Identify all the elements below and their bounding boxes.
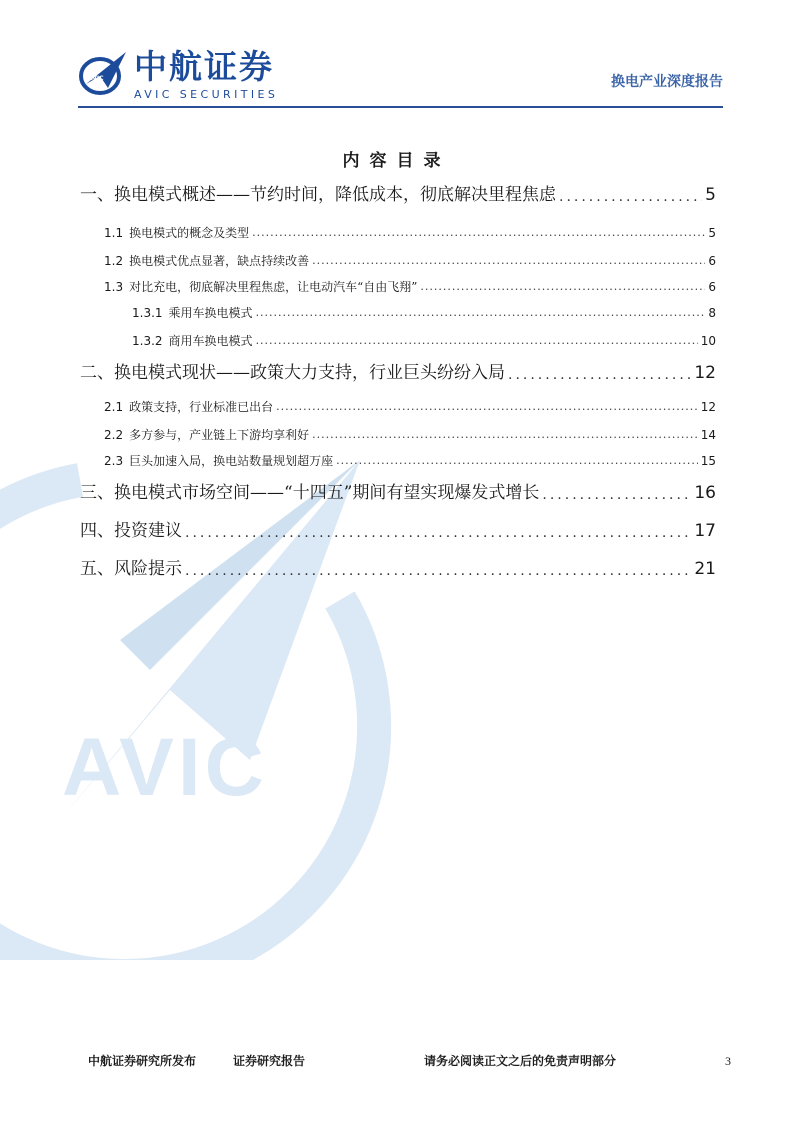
toc-entry-2-1[interactable] (104, 398, 716, 416)
toc-entry-page: 8 (708, 306, 716, 320)
toc-entry-page: 6 (708, 280, 716, 294)
toc-leader-dots (256, 332, 698, 350)
toc-entry-number: 1.2 (104, 254, 124, 268)
report-type-label: 换电产业深度报告 (611, 74, 723, 90)
logo-badge-text: AVIC (88, 75, 104, 82)
toc-entry-title: 巨头加速入局，换电站数量规划超万座 (129, 454, 334, 468)
toc-entry-3[interactable] (80, 480, 716, 506)
page-footer (88, 1052, 731, 1072)
toc-entry-number: 1.1 (104, 226, 124, 240)
toc-entry-page: 14 (700, 428, 716, 442)
toc-entry-page: 12 (700, 400, 716, 414)
toc-entry-1-3-2[interactable] (132, 332, 716, 350)
toc-leader-dots (542, 484, 691, 506)
avic-logo-icon (78, 50, 128, 96)
toc-entry-title: 对比充电，彻底解决里程焦虑，让电动汽车“自由飞翔” (129, 280, 418, 294)
toc-entry-title: 乘用车换电模式 (168, 306, 253, 320)
toc-entry-title: 商用车换电模式 (168, 334, 253, 348)
toc-entry-number: 1.3.1 (132, 306, 163, 320)
toc-entry-title: 政策支持，行业标准已出台 (129, 400, 274, 414)
toc-leader-dots (256, 304, 706, 322)
footer-publisher: 中航证券研究所发布 (88, 1054, 197, 1068)
toc-entry-1-2[interactable] (104, 252, 716, 270)
toc-entry-title: 一、换电模式概述——节约时间，降低成本，彻底解决里程焦虑 (80, 185, 556, 205)
toc-leader-dots (185, 522, 691, 544)
toc-leader-dots (252, 224, 705, 242)
toc-entry-page: 15 (700, 454, 716, 468)
toc-entry-page: 5 (705, 185, 716, 205)
page-number: 3 (725, 1054, 731, 1068)
toc-leader-dots (276, 398, 698, 416)
toc-entry-page: 21 (694, 559, 716, 579)
toc-entry-5[interactable] (80, 556, 716, 582)
toc-entry-number: 1.3.2 (132, 334, 163, 348)
header-divider (78, 106, 723, 108)
toc-entry-title: 换电模式的概念及类型 (129, 226, 250, 240)
toc-entry-title: 四、投资建议 (80, 521, 182, 541)
toc-leader-dots (336, 452, 698, 470)
watermark-text: AVIC (62, 722, 268, 813)
toc-entry-title: 三、换电模式市场空间——“十四五”期间有望实现爆发式增长 (80, 483, 540, 503)
toc-entry-title: 多方参与，产业链上下游均享利好 (129, 428, 310, 442)
toc-entry-page: 10 (700, 334, 716, 348)
page-header (78, 44, 723, 108)
footer-report-kind: 证券研究报告 (233, 1054, 306, 1068)
toc-entry-1-3[interactable] (104, 278, 716, 296)
logo-chinese-name: 中航证券 (134, 47, 274, 86)
toc-entry-page: 16 (694, 483, 716, 503)
toc-entry-number: 2.3 (104, 454, 124, 468)
toc-leader-dots (559, 186, 702, 208)
toc-leader-dots (185, 560, 691, 582)
toc-entry-2[interactable] (80, 360, 716, 386)
toc-leader-dots (420, 278, 705, 296)
toc-entry-page: 17 (694, 521, 716, 541)
toc-entry-title: 二、换电模式现状——政策大力支持，行业巨头纷纷入局 (80, 363, 505, 383)
toc-entry-2-3[interactable] (104, 452, 716, 470)
toc-entry-title: 五、风险提示 (80, 559, 182, 579)
toc-entry-number: 2.2 (104, 428, 124, 442)
toc-leader-dots (508, 364, 691, 386)
toc-entry-number: 2.1 (104, 400, 124, 414)
toc-entry-page: 5 (708, 226, 716, 240)
toc-title: 内容目录 (342, 151, 451, 171)
toc-entry-1-1[interactable] (104, 224, 716, 242)
toc-entry-4[interactable] (80, 518, 716, 544)
toc-entry-page: 12 (694, 363, 716, 383)
footer-disclaimer: 请务必阅读正文之后的免责声明部分 (424, 1054, 617, 1068)
toc-entry-page: 6 (708, 254, 716, 268)
toc-entry-1-3-1[interactable] (132, 304, 716, 322)
toc-entry-2-2[interactable] (104, 426, 716, 444)
toc-entry-number: 1.3 (104, 280, 124, 294)
toc-leader-dots (312, 426, 698, 444)
logo-english-name: AVIC SECURITIES (134, 88, 279, 101)
toc-entry-1[interactable] (80, 182, 716, 208)
toc-leader-dots (312, 252, 705, 270)
toc-entry-title: 换电模式优点显著，缺点持续改善 (129, 254, 310, 268)
